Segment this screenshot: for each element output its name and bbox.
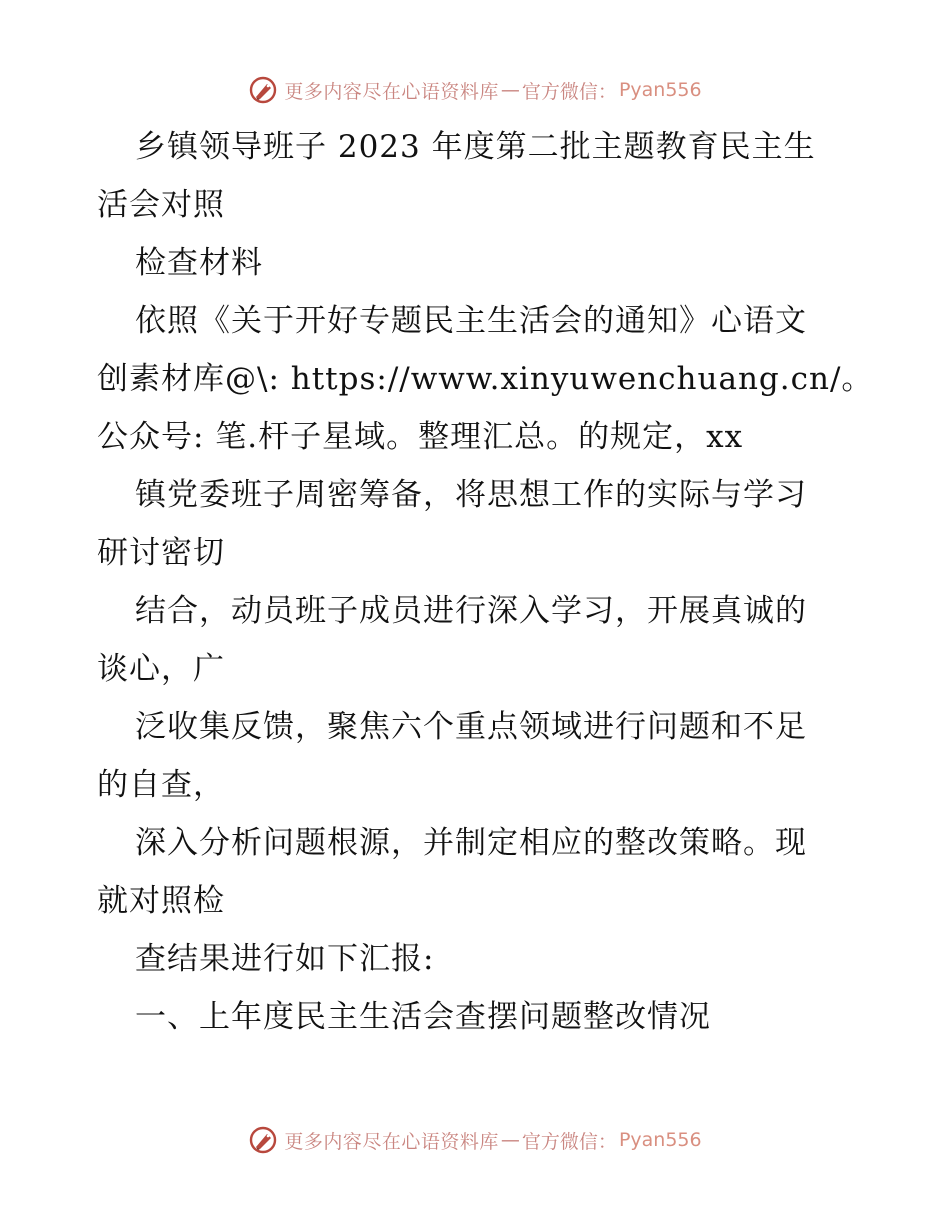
watermark-wechat-id: Pyan556: [618, 1129, 702, 1151]
watermark-wechat-label: 官方微信：: [521, 1130, 617, 1153]
bottom-watermark-banner: [0, 1120, 950, 1160]
doc-line: 的自查，: [97, 767, 225, 803]
doc-line: 检查材料: [135, 245, 263, 281]
watermark-wechat-label: 官方微信：: [521, 80, 617, 103]
watermark-wechat-id: Pyan556: [618, 79, 702, 101]
watermark-text: 更多内容尽在心语资料库: [284, 80, 499, 103]
pen-nib-circle-icon: [248, 75, 278, 105]
section-heading: 一、上年度民主生活会查摆问题整改情况: [135, 999, 711, 1035]
doc-line-url: 创素材库@\: https://www.xinyuwenchuang.cn/。: [97, 361, 874, 397]
top-watermark-banner: [0, 70, 950, 110]
document-body: [97, 118, 874, 1046]
doc-line: 研讨密切: [97, 535, 225, 571]
doc-line: 依照《关于开好专题民主生活会的通知》心语文: [135, 303, 807, 339]
doc-line: 查结果进行如下汇报:: [135, 941, 435, 977]
doc-line: 活会对照: [97, 187, 225, 223]
watermark-separator: —: [500, 1129, 520, 1151]
doc-line: 泛收集反馈，聚焦六个重点领域进行问题和不足: [135, 709, 807, 745]
watermark-separator: —: [500, 79, 520, 101]
doc-line: 乡镇领导班子 2023 年度第二批主题教育民主生: [135, 129, 816, 165]
doc-line: 结合，动员班子成员进行深入学习，开展真诚的: [135, 593, 807, 629]
pen-nib-circle-icon: [248, 1125, 278, 1155]
doc-line: 镇党委班子周密筹备，将思想工作的实际与学习: [135, 477, 807, 513]
doc-line: 就对照检: [97, 883, 225, 919]
doc-line: 谈心，广: [97, 651, 225, 687]
watermark-text: 更多内容尽在心语资料库: [284, 1130, 499, 1153]
doc-line: 深入分析问题根源，并制定相应的整改策略。现: [135, 825, 807, 861]
doc-line: 公众号: 笔.杆子星域。整理汇总。的规定，xx: [97, 419, 744, 455]
